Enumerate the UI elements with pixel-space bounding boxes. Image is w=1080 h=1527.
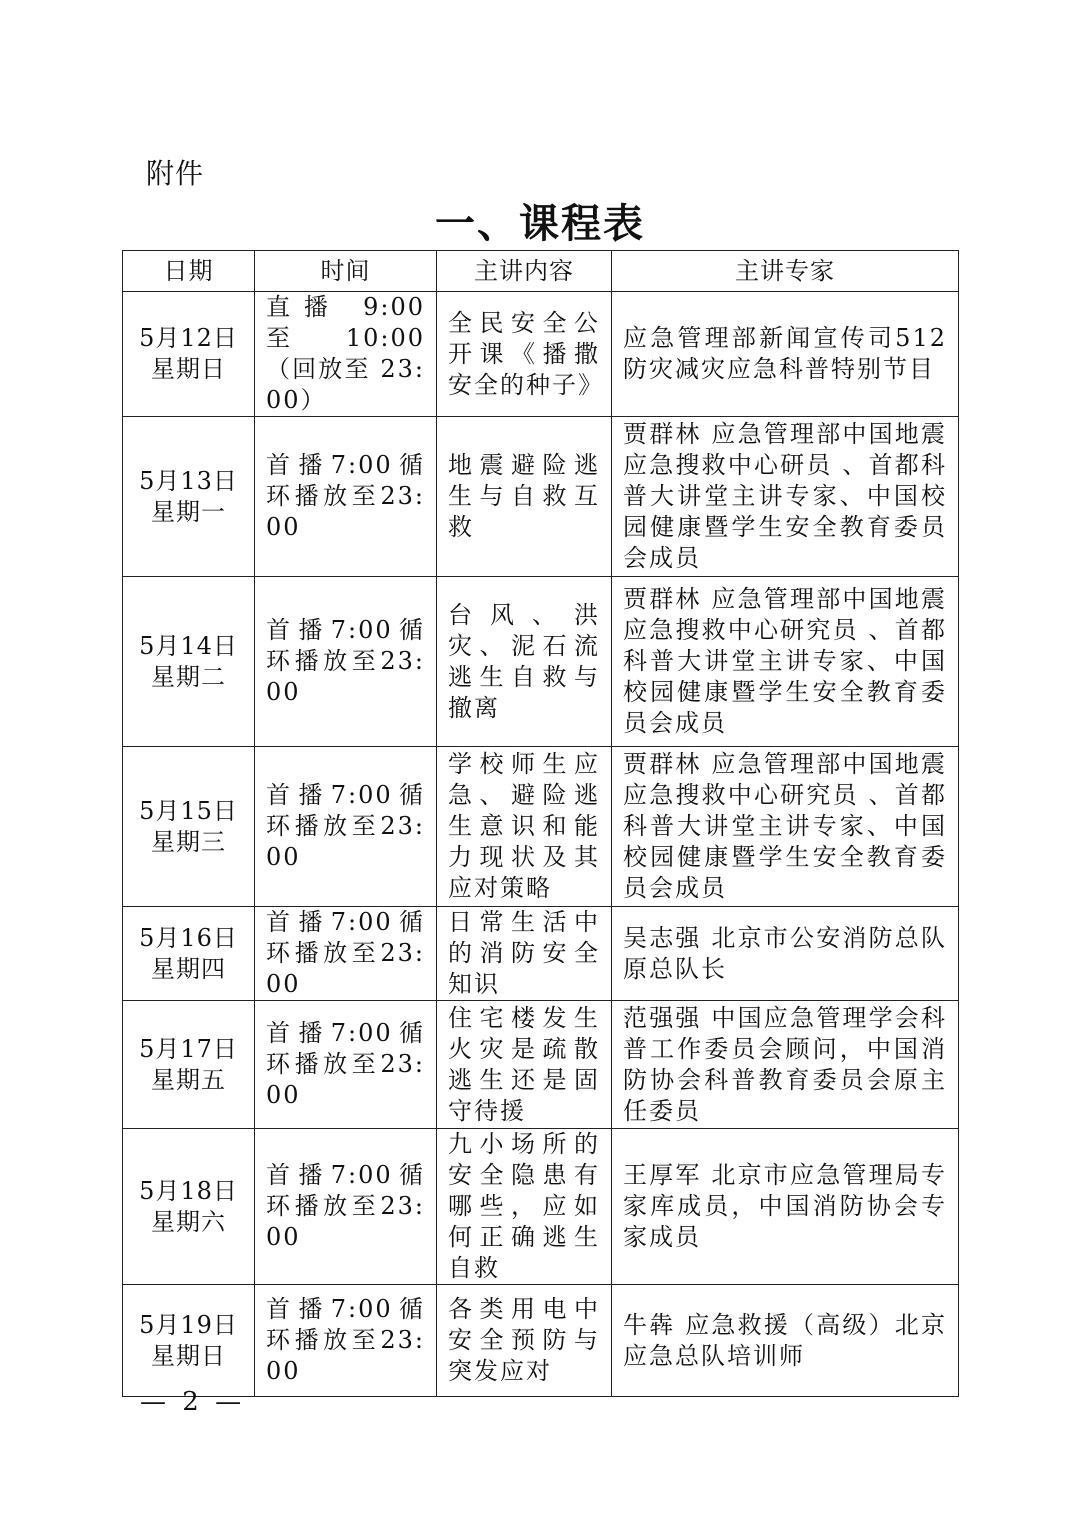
attachment-label: 附件 bbox=[146, 157, 205, 190]
date-cell: 5月17日 星期五 bbox=[123, 1001, 255, 1129]
page-number: — 2 — bbox=[140, 1387, 246, 1417]
time-cell: 首播7:00循环播放至23:00 bbox=[255, 577, 437, 747]
time-cell: 首播7:00循环播放至23:00 bbox=[255, 1285, 437, 1397]
expert-cell: 王厚军 北京市应急管理局专家库成员，中国消防协会专家成员 bbox=[612, 1129, 959, 1285]
page-title: 一、课程表 bbox=[435, 200, 645, 247]
table-row bbox=[123, 1129, 959, 1285]
date-cell: 5月15日 星期三 bbox=[123, 747, 255, 907]
time-cell: 首播7:00循环播放至23:00 bbox=[255, 417, 437, 577]
table-row bbox=[123, 747, 959, 907]
header-expert: 主讲专家 bbox=[612, 251, 959, 292]
expert-cell: 吴志强 北京市公安消防总队原总队长 bbox=[612, 907, 959, 1001]
content-cell: 九小场所的安全隐患有哪些，应如何正确逃生自救 bbox=[437, 1129, 612, 1285]
date-cell: 5月19日 星期日 bbox=[123, 1285, 255, 1397]
expert-cell: 应急管理部新闻宣传司512防灾减灾应急科普特别节目 bbox=[612, 292, 959, 417]
table-header-row bbox=[123, 251, 959, 292]
expert-cell: 贾群林 应急管理部中国地震应急搜救中心研员 、首都科普大讲堂主讲专家、中国校园健康暨学生安全教育委员会成员 bbox=[612, 417, 959, 577]
content-cell: 日常生活中的消防安全知识 bbox=[437, 907, 612, 1001]
content-cell: 地震避险逃生与自救互救 bbox=[437, 417, 612, 577]
header-content: 主讲内容 bbox=[437, 251, 612, 292]
date-cell: 5月14日 星期二 bbox=[123, 577, 255, 747]
content-cell: 台风、洪灾、泥石流逃生自救与撤离 bbox=[437, 577, 612, 747]
date-cell: 5月18日 星期六 bbox=[123, 1129, 255, 1285]
expert-cell: 贾群林 应急管理部中国地震应急搜救中心研究员 、首都科普大讲堂主讲专家、中国校园健康暨学生安全教育委员会成员 bbox=[612, 577, 959, 747]
table-row bbox=[123, 1285, 959, 1397]
time-cell: 直播 9:00 至 10:00（回放至 23:00） bbox=[255, 292, 437, 417]
expert-cell: 范强强 中国应急管理学会科普工作委员会顾问，中国消防协会科普教育委员会原主任委员 bbox=[612, 1001, 959, 1129]
expert-cell: 贾群林 应急管理部中国地震应急搜救中心研究员 、首都科普大讲堂主讲专家、中国校园健康暨学生安全教育委员会成员 bbox=[612, 747, 959, 907]
time-cell: 首播7:00循环播放至23:00 bbox=[255, 1129, 437, 1285]
header-time: 时间 bbox=[255, 251, 437, 292]
date-cell: 5月16日 星期四 bbox=[123, 907, 255, 1001]
time-cell: 首播7:00循环播放至23:00 bbox=[255, 1001, 437, 1129]
header-date: 日期 bbox=[123, 251, 255, 292]
content-cell: 全民安全公开课《播撒安全的种子》 bbox=[437, 292, 612, 417]
table-row bbox=[123, 577, 959, 747]
table-row bbox=[123, 1001, 959, 1129]
table-row bbox=[123, 417, 959, 577]
table-row bbox=[123, 292, 959, 417]
content-cell: 住宅楼发生火灾是疏散逃生还是固守待援 bbox=[437, 1001, 612, 1129]
date-cell: 5月13日 星期一 bbox=[123, 417, 255, 577]
table-row bbox=[123, 907, 959, 1001]
content-cell: 学校师生应急、避险逃生意识和能力现状及其应对策略 bbox=[437, 747, 612, 907]
time-cell: 首播7:00循环播放至23:00 bbox=[255, 747, 437, 907]
expert-cell: 牛犇 应急救援（高级）北京应急总队培训师 bbox=[612, 1285, 959, 1397]
date-cell: 5月12日 星期日 bbox=[123, 292, 255, 417]
schedule-table bbox=[122, 250, 959, 1397]
content-cell: 各类用电中安全预防与突发应对 bbox=[437, 1285, 612, 1397]
time-cell: 首播7:00循环播放至23:00 bbox=[255, 907, 437, 1001]
